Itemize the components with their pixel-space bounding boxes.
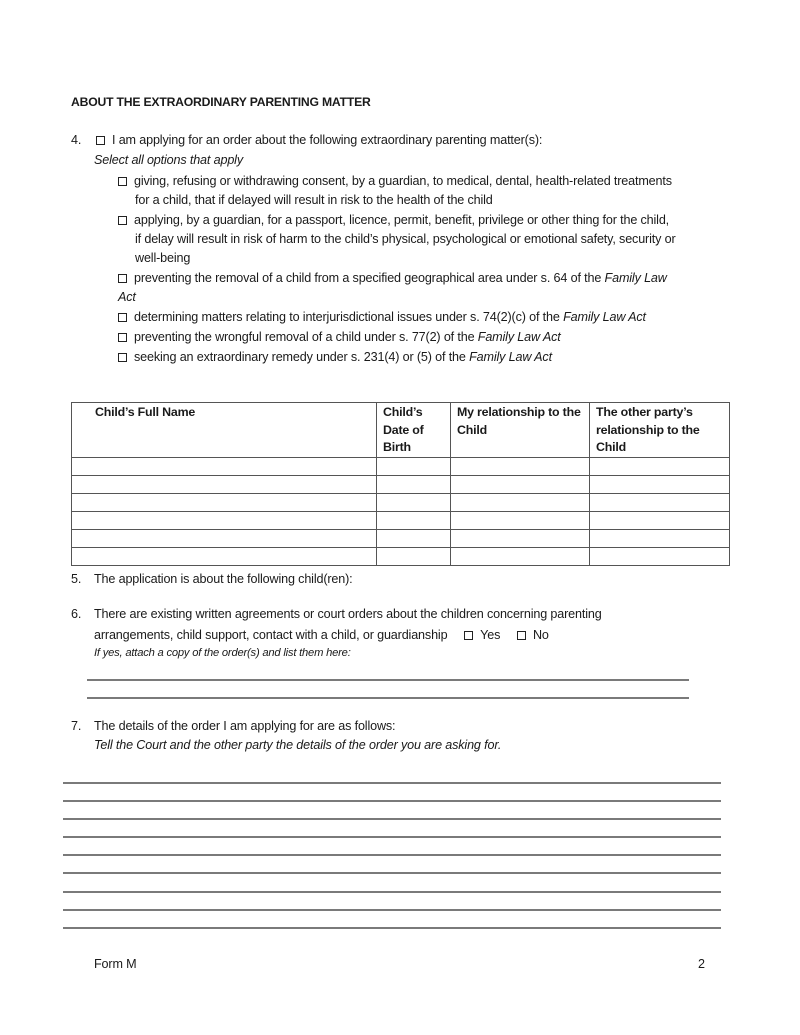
option-text: applying, by a guardian, for a passport, licence, permit, benefit, privilege or other thing for the child, [134, 213, 670, 227]
cell-other-relationship[interactable] [590, 511, 730, 529]
cell-my-relationship[interactable] [451, 529, 590, 547]
cell-full-name[interactable] [72, 475, 377, 493]
q4-main-checkbox[interactable] [96, 136, 105, 145]
cell-other-relationship[interactable] [590, 457, 730, 475]
header-my-relationship: My relationship to the Child [451, 403, 590, 458]
option-text: determining matters relating to interjurisdictional issues under s. 74(2)(c) of the [134, 310, 564, 324]
q4-number: 4. [71, 133, 82, 147]
q5-text: The application is about the following child(ren): [94, 572, 353, 586]
table-row [72, 493, 730, 511]
act-name-cont: Act [118, 290, 136, 304]
cell-date-of-birth[interactable] [377, 457, 451, 475]
option-checkbox[interactable] [118, 313, 127, 322]
yes-label: Yes [480, 628, 501, 642]
cell-other-relationship[interactable] [590, 475, 730, 493]
footer-page-number: 2 [698, 957, 705, 971]
option-checkbox[interactable] [118, 274, 127, 283]
act-name: Family Law Act [477, 330, 561, 344]
no-checkbox[interactable] [517, 631, 526, 640]
header-other-relationship: The other party’s relationship to the Child [590, 403, 730, 458]
table-row [72, 529, 730, 547]
act-name: Family Law Act [469, 350, 552, 364]
q7-answer-line[interactable] [63, 782, 721, 784]
q4-option-removal-area[interactable] [118, 269, 667, 288]
option-text-cont: well-being [135, 251, 191, 265]
q7-text: The details of the order I am applying for are as follows: [94, 719, 396, 733]
table-row [72, 457, 730, 475]
option-text: seeking an extraordinary remedy under s. 231(4) or (5) of the [134, 350, 470, 364]
q6-no-option[interactable] [517, 628, 549, 642]
section-heading: ABOUT THE EXTRAORDINARY PARENTING MATTER [71, 95, 371, 109]
cell-other-relationship[interactable] [590, 529, 730, 547]
no-label: No [532, 628, 549, 642]
table-row [72, 511, 730, 529]
cell-full-name[interactable] [72, 457, 377, 475]
option-checkbox[interactable] [118, 333, 127, 342]
q6-line2: arrangements, child support, contact with a child, or guardianship [94, 628, 448, 642]
q7-answer-line[interactable] [63, 891, 721, 893]
q7-instruction: Tell the Court and the other party the details of the order you are asking for. [94, 738, 502, 752]
header-date-of-birth: Child’s Date of Birth [377, 403, 451, 458]
q4-option-passport[interactable] [118, 211, 669, 230]
q7-answer-line[interactable] [63, 872, 721, 874]
act-name: Family Law [604, 271, 667, 285]
cell-date-of-birth[interactable] [377, 547, 451, 565]
q7-answer-line[interactable] [63, 909, 721, 911]
option-checkbox[interactable] [118, 353, 127, 362]
q7-answer-line[interactable] [63, 836, 721, 838]
q6-yes-option[interactable] [464, 628, 500, 642]
q4-option-medical[interactable] [118, 172, 672, 191]
cell-my-relationship[interactable] [451, 511, 590, 529]
cell-my-relationship[interactable] [451, 457, 590, 475]
option-text: preventing the wrongful removal of a child under s. 77(2) of the [134, 330, 478, 344]
q7-answer-line[interactable] [63, 854, 721, 856]
q7-answer-line[interactable] [63, 800, 721, 802]
cell-full-name[interactable] [72, 547, 377, 565]
q6-number: 6. [71, 607, 82, 621]
q4-option-interjurisdictional[interactable] [118, 308, 646, 327]
cell-full-name[interactable] [72, 493, 377, 511]
cell-full-name[interactable] [72, 529, 377, 547]
cell-date-of-birth[interactable] [377, 529, 451, 547]
table-row [72, 547, 730, 565]
cell-other-relationship[interactable] [590, 493, 730, 511]
q7-number: 7. [71, 719, 82, 733]
option-text: preventing the removal of a child from a specified geographical area under s. 64 of the [134, 271, 605, 285]
option-text-cont: if delay will result in risk of harm to the child’s physical, psychological or emotional safety, security or [135, 232, 676, 246]
q4-main-option[interactable] [96, 131, 542, 150]
option-text: giving, refusing or withdrawing consent, by a guardian, to medical, dental, health-related treatments [134, 174, 672, 188]
q7-answer-line[interactable] [63, 818, 721, 820]
option-checkbox[interactable] [118, 177, 127, 186]
q5-number: 5. [71, 572, 82, 586]
cell-full-name[interactable] [72, 511, 377, 529]
q6-answer-line[interactable] [87, 697, 689, 699]
cell-my-relationship[interactable] [451, 547, 590, 565]
q6-line2-row [94, 626, 549, 645]
cell-date-of-birth[interactable] [377, 511, 451, 529]
cell-date-of-birth[interactable] [377, 493, 451, 511]
q4-option-wrongful-removal[interactable] [118, 328, 561, 347]
cell-my-relationship[interactable] [451, 475, 590, 493]
children-table [71, 402, 730, 566]
cell-other-relationship[interactable] [590, 547, 730, 565]
header-full-name: Child’s Full Name [72, 403, 377, 458]
act-name: Family Law Act [563, 310, 646, 324]
q7-answer-line[interactable] [63, 927, 721, 929]
cell-date-of-birth[interactable] [377, 475, 451, 493]
footer-form-name: Form M [94, 957, 137, 971]
cell-my-relationship[interactable] [451, 493, 590, 511]
option-checkbox[interactable] [118, 216, 127, 225]
q6-instruction: If yes, attach a copy of the order(s) and list them here: [94, 647, 351, 659]
yes-checkbox[interactable] [464, 631, 473, 640]
q4-instruction: Select all options that apply [94, 153, 243, 167]
table-header-row [72, 403, 730, 458]
option-text-cont: for a child, that if delayed will result in risk to the health of the child [135, 193, 493, 207]
q6-line1: There are existing written agreements or court orders about the children concerning parenting [94, 607, 602, 621]
q6-answer-line[interactable] [87, 679, 689, 681]
q4-option-extraordinary-remedy[interactable] [118, 348, 552, 367]
table-row [72, 475, 730, 493]
q4-text: I am applying for an order about the following extraordinary parenting matter(s): [112, 133, 543, 147]
